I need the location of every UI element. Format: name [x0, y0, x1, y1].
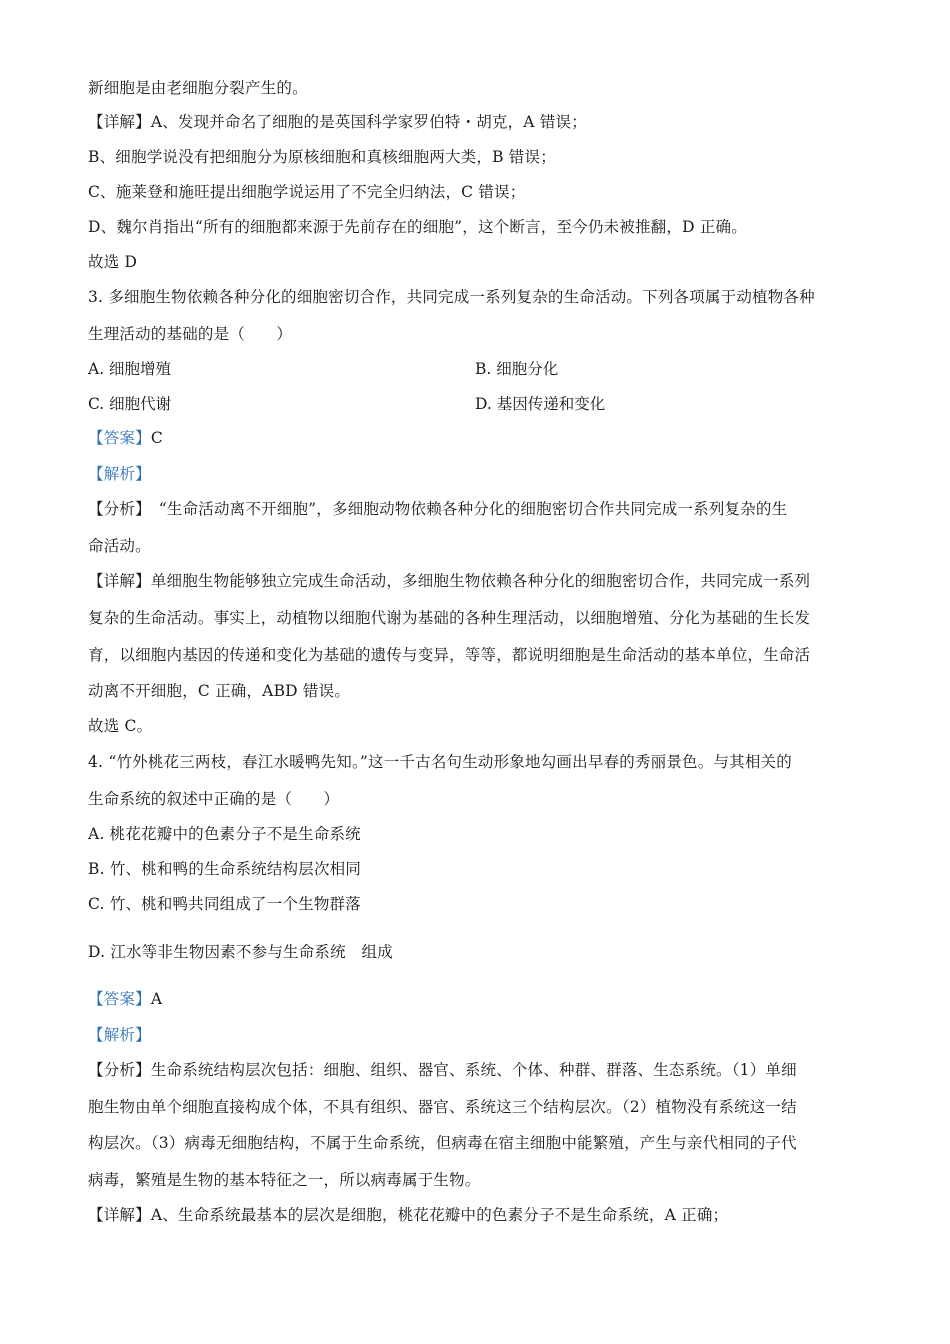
- answer-tag: 【答案】: [88, 990, 151, 1008]
- text-line: 复杂的生命活动。事实上，动植物以细胞代谢为基础的各种生理活动，以细胞增殖、分化为基础的生长发: [88, 609, 811, 627]
- answer-value: A: [150, 990, 163, 1008]
- text-line: 育，以细胞内基因的传递和变化为基础的遗传与变异，等等，都说明细胞是生命活动的基本单位，生命活: [88, 646, 811, 664]
- q3-option-c: C. 细胞代谢: [88, 395, 172, 413]
- question-3-stem: 生理活动的基础的是（ ）: [88, 325, 293, 343]
- q4-option-d: D. 江水等非生物因素不参与生命系统 组成: [88, 943, 393, 961]
- text-line: C、施莱登和施旺提出细胞学说运用了不完全归纳法，C 错误；: [88, 183, 526, 201]
- text-line: [88, 1060, 797, 1080]
- text-line: 命活动。: [88, 537, 151, 555]
- question-3-stem: 3. 多细胞生物依赖各种分化的细胞密切合作，共同完成一系列复杂的生命活动。下列各项属于动植物各种: [88, 288, 815, 306]
- question-4-stem: 生命系统的叙述中正确的是（ ）: [88, 790, 340, 808]
- q4-option-b: B. 竹、桃和鸭的生命系统结构层次相同: [88, 860, 362, 878]
- xiangjie-text: A、生命系统最基本的层次是细胞，桃花花瓣中的色素分子不是生命系统，A 正确；: [150, 1206, 729, 1224]
- text-line: 胞生物由单个细胞直接构成个体，不具有组织、器官、系统这三个结构层次。（2）植物没有系统这一结: [88, 1098, 797, 1116]
- text-line: 病毒，繁殖是生物的基本特征之一，所以病毒属于生物。: [88, 1171, 481, 1189]
- xiangjie-tag: 【详解】: [88, 113, 151, 131]
- q3-analysis-tag: 【解析】: [88, 465, 151, 483]
- text-line: 动离不开细胞，C 正确，ABD 错误。: [88, 682, 351, 700]
- q3-option-b: B. 细胞分化: [475, 360, 559, 378]
- xiangjie-text: 单细胞生物能够独立完成生命活动，多细胞生物依赖各种分化的细胞密切合作，共同完成一系列: [150, 572, 811, 590]
- text-line: 新细胞是由老细胞分裂产生的。: [88, 79, 308, 97]
- q3-option-d: D. 基因传递和变化: [475, 395, 606, 413]
- q4-option-c: C. 竹、桃和鸭共同组成了一个生物群落: [88, 895, 361, 913]
- text-line: [88, 571, 810, 591]
- xiangjie-tag: 【详解】: [88, 1206, 151, 1224]
- text-line: [88, 112, 587, 132]
- fenxi-tag: 【分析】: [88, 1061, 151, 1079]
- text-line: D、魏尔肖指出“所有的细胞都来源于先前存在的细胞”，这个断言，至今仍未被推翻，D 正确。: [88, 218, 747, 236]
- q3-option-a: A. 细胞增殖: [88, 360, 172, 378]
- text-line: 构层次。（3）病毒无细胞结构，不属于生命系统，但病毒在宿主细胞中能繁殖，产生与亲代相同的子代: [88, 1134, 797, 1152]
- xiangjie-tag: 【详解】: [88, 572, 151, 590]
- answer-tag: 【答案】: [88, 429, 151, 447]
- q3-answer: [88, 428, 163, 448]
- q4-answer: [88, 989, 162, 1009]
- q4-analysis-tag: 【解析】: [88, 1026, 151, 1044]
- fenxi-tag: 【分析】: [88, 500, 144, 518]
- fenxi-text: “生命活动离不开细胞”，多细胞动物依赖各种分化的细胞密切合作共同完成一系列复杂的生: [143, 500, 788, 518]
- text-line: [88, 1205, 728, 1225]
- q4-option-a: A. 桃花花瓣中的色素分子不是生命系统: [88, 825, 361, 843]
- fenxi-text: 生命系统结构层次包括：细胞、组织、器官、系统、个体、种群、群落、生态系统。（1）单细: [150, 1061, 797, 1079]
- text-line: B、细胞学说没有把细胞分为原核细胞和真核细胞两大类，B 错误；: [88, 148, 556, 166]
- text-line: [88, 499, 787, 519]
- xiangjie-text: A、发现并命名了细胞的是英国科学家罗伯特・胡克，A 错误；: [150, 113, 587, 131]
- question-4-stem: 4. “竹外桃花三两枝，春江水暖鸭先知。”这一千古名句生动形象地勾画出早春的秀丽景色。与其相关的: [88, 753, 792, 771]
- text-line: 故选 D: [88, 253, 138, 271]
- answer-value: C: [150, 429, 163, 447]
- text-line: 故选 C。: [88, 717, 153, 735]
